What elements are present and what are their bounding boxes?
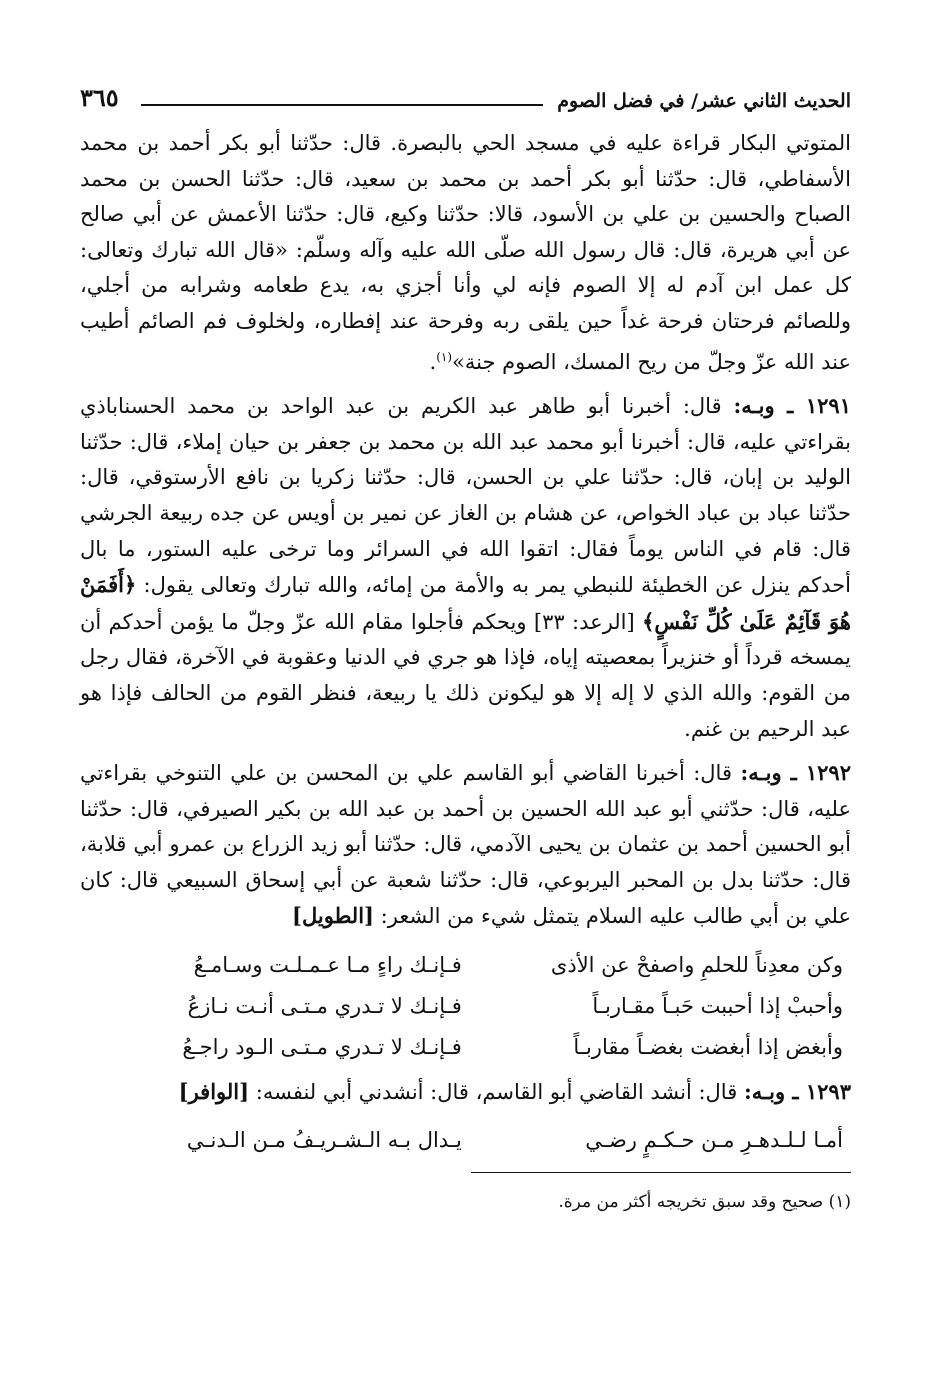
page-number: ٣٦٥ xyxy=(80,83,119,112)
verse-second-hemistich: فـإنـك لا تـدري مـتـى الـود راجـعُ xyxy=(182,1034,462,1059)
paragraph-text: قال: أخبرنا أبو طاهر عبد الكريم بن عبد الواحد بن محمد الحسناباذي بقراءتي عليه، قال: أخبرنا أبو محمد عبد الله بن محمد بن جعفر بن حيان إملاء، قال: حدّثنا الوليد بن إبان، قال: حدّثنا علي بن الحسن، قال: حدّثنا زكريا بن نافع الأرستوقي، قال: حدّثنا عباد بن عباد الخواص، عن هشام بن الغاز عن نمير بن أويس عن جده ربيعة الجرشي قال: قام في الناس يوماً فقال: اتقوا الله في السرائر وما ترخى عليه الستور، ما بال أحدكم ينزل عن الخطيئة للنبطي يمر به والأمة من إمائه، والله تبارك وتعالى يقول: xyxy=(80,394,851,598)
verse-second-hemistich: فـإنـك راءٍ مـا عـمـلـت وسـامـعُ xyxy=(193,952,462,977)
paragraph-tail: . xyxy=(429,349,437,374)
hadith-1291 xyxy=(80,388,851,747)
poem-verses xyxy=(80,945,851,1068)
footnote: (١) صحيح وقد سبق تخريجه أكثر من مرة. xyxy=(558,1191,851,1212)
verse-first-hemistich: وأبغض إذا أبغضت بغضـاً مقاربـاً xyxy=(573,1034,843,1059)
verse-second-hemistich: يـدال بـه الـشـريـفُ مـن الـدنـي xyxy=(186,1128,462,1153)
poetic-meter: [الوافر] xyxy=(178,1079,250,1105)
page-header xyxy=(80,72,851,112)
footnote-rule xyxy=(471,1172,851,1173)
verse-line xyxy=(80,986,851,1027)
header-rule xyxy=(141,104,544,106)
hadith-number: ١٢٩٣ ـ وبـه: xyxy=(743,1079,851,1105)
verse-first-hemistich: وأحببْ إذا أحببت حَبـاً مقـاربـاً xyxy=(592,993,843,1018)
poetic-meter: [الطويل] xyxy=(292,903,374,929)
poem-verses-2 xyxy=(80,1121,851,1162)
page-body xyxy=(80,126,851,1220)
footnote-reference: (١) xyxy=(436,349,453,364)
verse-second-hemistich: فـإنـك لا تـدري مـتـى أنـت نـازعُ xyxy=(187,993,462,1018)
paragraph-continuation xyxy=(80,126,851,380)
verse-line xyxy=(80,945,851,986)
verse-first-hemistich: أمـا لـلـدهـرِ مـن حـكـمٍ رضـي xyxy=(585,1128,843,1153)
verse-first-hemistich: وكن معدِناً للحلمِ واصفحْ عن الأذى xyxy=(550,952,843,977)
verse-line xyxy=(80,1121,851,1162)
paragraph-text: المتوتي البكار قراءة عليه في مسجد الحي بالبصرة. قال: حدّثنا أبو بكر أحمد بن محمد الأسفاطي، قال: حدّثنا أبو بكر أحمد بن محمد بن سعيد، قال: حدّثنا الحسن بن محمد الصباح والحسين بن علي بن الأسود، قالا: حدّثنا وكيع، قال: حدّثنا الأعمش عن أبي صالح عن أبي هريرة، قال: قال رسول الله صلّى الله عليه وآله وسلّم: «قال الله تبارك وتعالى: كل عمل ابن آدم له إلا الصوم فإنه لي وأنا أجزي به، يدع طعامه وشرابه من أجلي، وللصائم فرحتان فرحة غداً حين يلقى ربه وفرحة عند إفطاره، ولخلوف فم الصائم أطيب عند الله عزّ وجلّ من ريح المسك، الصوم جنة» xyxy=(80,131,851,374)
hadith-number: ١٢٩١ ـ وبـه: xyxy=(733,393,851,419)
paragraph-text: قال: أنشد القاضي أبو القاسم، قال: أنشدني أبي لنفسه: xyxy=(255,1080,738,1105)
paragraph-text: قال: أخبرنا القاضي أبو القاسم علي بن المحسن بن علي التنوخي بقراءتي عليه، قال: حدّثني أبو عبد الله الحسين بن أحمد بن عبد الله بن بكير الصيرفي، قال: حدّثنا أبو الحسين أحمد بن عثمان بن يحيى الآدمي، قال: حدّثنا أبو زيد الزراع بن عمرو أبي قلابة، قال: حدّثنا بدل بن المحبر اليربوعي، قال: حدّثنا شعبة عن أبي إسحاق السبيعي قال: كان علي بن أبي طالب عليه السلام يتمثل شيء من الشعر: xyxy=(80,761,851,929)
verse-line xyxy=(80,1027,851,1068)
paragraph-text-continued: [الرعد: ٣٣] ويحكم فأجلوا مقام الله عزّ وجلّ ما يؤمن أحدكم أن يمسخه قرداً أو خنزيراً بمعصيته إياه، فإذا هو جري في الدنيا وعقوبة في الآخرة، فقال رجل من القوم: والله الذي لا إله إلا هو ليكونن ذلك يا ربيعة، فنظر القوم من الحالف فإذا هو عبد الرحيم بن غنم. xyxy=(80,609,851,741)
hadith-number: ١٢٩٢ ـ وبـه: xyxy=(740,760,851,786)
quran-quote: ﴿أَفَمَنْ هُوَ قَآئِمٌ عَلَىٰ كُلِّ نَفْسٍ﴾ xyxy=(80,572,851,634)
hadith-1292 xyxy=(80,755,851,935)
running-title: الحديث الثاني عشر/ في فضل الصوم xyxy=(557,90,851,112)
hadith-1293 xyxy=(80,1074,851,1111)
